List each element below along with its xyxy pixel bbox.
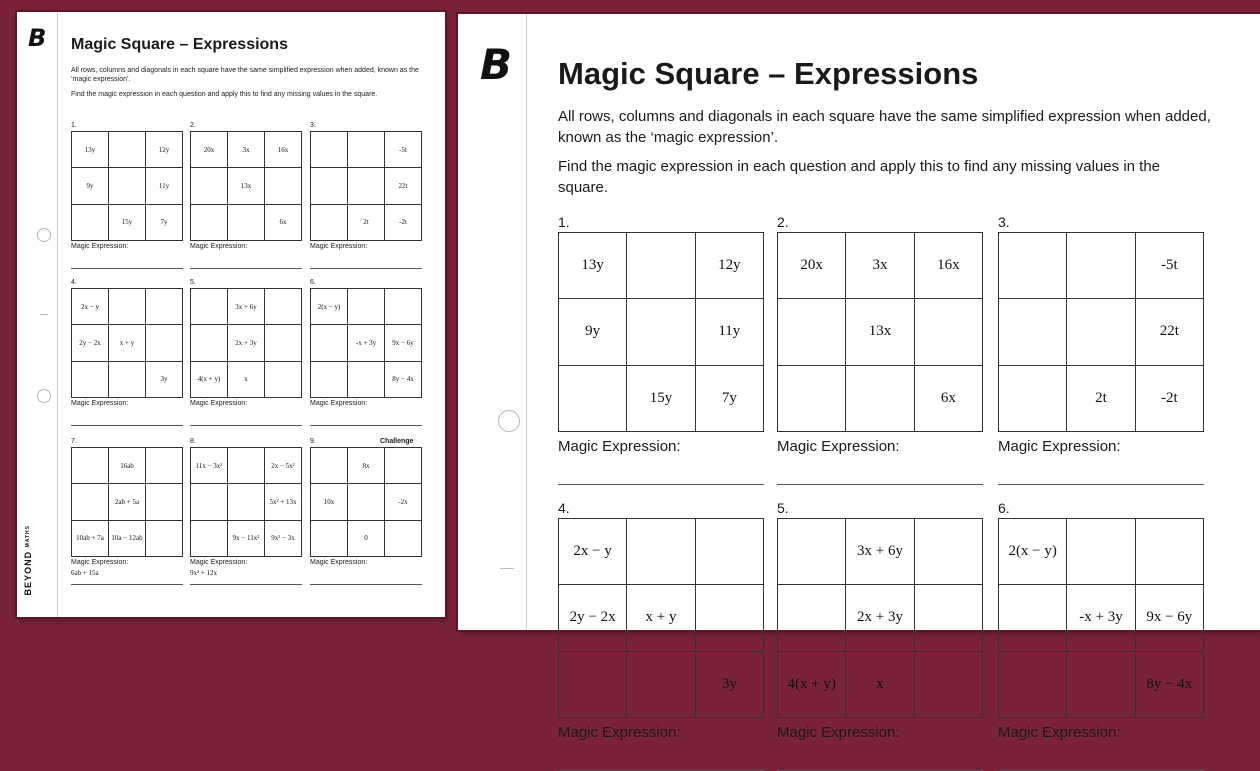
square-cell-empty[interactable] bbox=[265, 289, 302, 325]
binder-margin-line bbox=[526, 14, 527, 630]
magic-expression-label: Magic Expression: bbox=[190, 400, 248, 407]
magic-expression-label: Magic Expression: bbox=[558, 438, 681, 455]
square-cell: 3x + 6y bbox=[846, 519, 914, 585]
square-cell-empty[interactable] bbox=[191, 521, 228, 557]
answer-line[interactable] bbox=[310, 425, 422, 426]
magic-expression-label: Magic Expression: bbox=[777, 724, 900, 741]
punch-hole bbox=[498, 410, 520, 432]
instruction-text: Find the magic expression in each question and apply this to find any missing values in the square. bbox=[71, 91, 378, 98]
square-cell-empty[interactable] bbox=[385, 448, 422, 484]
square-cell: 2x + 3y bbox=[228, 325, 265, 361]
question-number: 4. bbox=[558, 500, 570, 516]
square-cell-empty[interactable] bbox=[778, 299, 846, 365]
square-cell-empty[interactable] bbox=[348, 484, 385, 520]
square-cell-empty[interactable] bbox=[627, 299, 695, 365]
magic-square-grid bbox=[71, 131, 183, 241]
square-cell-empty[interactable] bbox=[696, 585, 764, 651]
square-cell: 12y bbox=[146, 132, 183, 168]
answer-line[interactable] bbox=[190, 268, 302, 269]
question-number: 9. bbox=[310, 438, 316, 445]
square-cell: 6x bbox=[915, 366, 983, 432]
magic-square-grid bbox=[190, 288, 302, 398]
square-cell: 3x + 6y bbox=[228, 289, 265, 325]
square-cell-empty[interactable] bbox=[228, 448, 265, 484]
square-cell-empty[interactable] bbox=[1067, 652, 1135, 718]
square-cell-empty[interactable] bbox=[311, 205, 348, 241]
square-cell: 8x bbox=[348, 448, 385, 484]
square-cell-empty[interactable] bbox=[191, 289, 228, 325]
square-cell-empty[interactable] bbox=[72, 484, 109, 520]
square-cell: 16x bbox=[265, 132, 302, 168]
square-cell-empty[interactable] bbox=[348, 362, 385, 398]
magic-square-grid bbox=[310, 288, 422, 398]
square-cell: x + y bbox=[109, 325, 146, 361]
square-cell-empty[interactable] bbox=[999, 233, 1067, 299]
square-cell: 22t bbox=[1136, 299, 1204, 365]
square-cell-empty[interactable] bbox=[146, 325, 183, 361]
square-cell: 8y − 4x bbox=[1136, 652, 1204, 718]
answer-line[interactable] bbox=[71, 584, 183, 585]
square-cell-empty[interactable] bbox=[627, 652, 695, 718]
square-cell: -5t bbox=[1136, 233, 1204, 299]
square-cell-empty[interactable] bbox=[191, 484, 228, 520]
magic-expression-answer: 9x² + 12x bbox=[190, 569, 218, 577]
square-cell: 10a − 12ab bbox=[109, 521, 146, 557]
magic-square-grid bbox=[310, 447, 422, 557]
square-cell: 3y bbox=[696, 652, 764, 718]
magic-expression-label: Magic Expression: bbox=[558, 724, 681, 741]
question-number: 2. bbox=[190, 122, 196, 129]
square-cell-empty[interactable] bbox=[311, 362, 348, 398]
answer-line[interactable] bbox=[777, 484, 983, 485]
square-cell-empty[interactable] bbox=[311, 325, 348, 361]
magic-expression-label: Magic Expression: bbox=[310, 243, 368, 250]
square-cell: x + y bbox=[627, 585, 695, 651]
square-cell-empty[interactable] bbox=[265, 325, 302, 361]
answer-line[interactable] bbox=[558, 484, 764, 485]
square-cell: -x + 3y bbox=[348, 325, 385, 361]
square-cell: 15y bbox=[109, 205, 146, 241]
brand-logo: B bbox=[28, 24, 47, 52]
worksheet-zoomed bbox=[458, 14, 1260, 741]
square-cell: 9y bbox=[559, 299, 627, 365]
square-cell-empty[interactable] bbox=[191, 205, 228, 241]
square-cell-empty[interactable] bbox=[146, 484, 183, 520]
question-number: 1. bbox=[71, 122, 77, 129]
square-cell: -2t bbox=[385, 205, 422, 241]
fold-mark bbox=[40, 314, 48, 315]
question-number: 3. bbox=[310, 122, 316, 129]
square-cell-empty[interactable] bbox=[1067, 519, 1135, 585]
question-number: 5. bbox=[190, 279, 196, 286]
square-cell: 12y bbox=[696, 233, 764, 299]
magic-expression-label: Magic Expression: bbox=[190, 243, 248, 250]
square-cell: x bbox=[846, 652, 914, 718]
square-cell: 2x − y bbox=[559, 519, 627, 585]
punch-hole bbox=[37, 228, 51, 242]
challenge-label: Challenge bbox=[380, 438, 414, 445]
square-cell: 22t bbox=[385, 168, 422, 204]
square-cell-empty[interactable] bbox=[1067, 299, 1135, 365]
square-cell: 11y bbox=[146, 168, 183, 204]
square-cell: 2y − 2x bbox=[72, 325, 109, 361]
question-number: 5. bbox=[777, 500, 789, 516]
binder-margin-line bbox=[57, 12, 58, 617]
magic-square-grid bbox=[71, 447, 183, 557]
square-cell-empty[interactable] bbox=[915, 519, 983, 585]
square-cell: 2t bbox=[348, 205, 385, 241]
magic-square-grid bbox=[558, 518, 764, 718]
square-cell: 13x bbox=[846, 299, 914, 365]
square-cell: 4(x + y) bbox=[191, 362, 228, 398]
square-cell-empty[interactable] bbox=[109, 362, 146, 398]
square-cell: -5t bbox=[385, 132, 422, 168]
punch-hole bbox=[37, 389, 51, 403]
square-cell: 3x bbox=[846, 233, 914, 299]
answer-line[interactable] bbox=[310, 268, 422, 269]
square-cell-empty[interactable] bbox=[228, 205, 265, 241]
square-cell-empty[interactable] bbox=[311, 132, 348, 168]
question-number: 1. bbox=[558, 214, 570, 230]
square-cell: 11y bbox=[696, 299, 764, 365]
square-cell-empty[interactable] bbox=[999, 366, 1067, 432]
square-cell: 9x² − 3x bbox=[265, 521, 302, 557]
square-cell: 13x bbox=[228, 168, 265, 204]
square-cell: 3y bbox=[146, 362, 183, 398]
square-cell-empty[interactable] bbox=[1136, 519, 1204, 585]
square-cell: 3x bbox=[228, 132, 265, 168]
magic-expression-label: Magic Expression: bbox=[777, 438, 900, 455]
square-cell-empty[interactable] bbox=[109, 132, 146, 168]
square-cell-empty[interactable] bbox=[109, 168, 146, 204]
fold-mark bbox=[500, 568, 514, 569]
square-cell: 0 bbox=[348, 521, 385, 557]
magic-square-grid bbox=[190, 131, 302, 241]
square-cell-empty[interactable] bbox=[696, 519, 764, 585]
square-cell-empty[interactable] bbox=[915, 652, 983, 718]
square-cell: 20x bbox=[778, 233, 846, 299]
square-cell-empty[interactable] bbox=[72, 448, 109, 484]
answer-line[interactable] bbox=[190, 584, 302, 585]
square-cell-empty[interactable] bbox=[778, 585, 846, 651]
page-title: Magic Square – Expressions bbox=[558, 56, 979, 91]
square-cell: 5x² + 13x bbox=[265, 484, 302, 520]
square-cell: -2x bbox=[385, 484, 422, 520]
square-cell: 16x bbox=[915, 233, 983, 299]
magic-square-grid bbox=[71, 288, 183, 398]
square-cell: x bbox=[228, 362, 265, 398]
square-cell-empty[interactable] bbox=[559, 652, 627, 718]
square-cell-empty[interactable] bbox=[72, 362, 109, 398]
intro-text: All rows, columns and diagonals in each square have the same simplified expression when added, known as the ‘magic expression’. bbox=[71, 67, 419, 83]
square-cell-empty[interactable] bbox=[348, 132, 385, 168]
square-cell-empty[interactable] bbox=[915, 585, 983, 651]
magic-expression-label: Magic Expression: bbox=[998, 724, 1121, 741]
magic-expression-label: Magic Expression: bbox=[310, 400, 368, 407]
question-number: 4. bbox=[71, 279, 77, 286]
square-cell-empty[interactable] bbox=[385, 521, 422, 557]
square-cell-empty[interactable] bbox=[559, 366, 627, 432]
question-number: 7. bbox=[71, 438, 77, 445]
square-cell: -2t bbox=[1136, 366, 1204, 432]
square-cell-empty[interactable] bbox=[999, 299, 1067, 365]
square-cell: 2t bbox=[1067, 366, 1135, 432]
magic-square-grid bbox=[310, 131, 422, 241]
square-cell-empty[interactable] bbox=[778, 366, 846, 432]
instruction-text: Find the magic expression in each question and apply this to find any missing values in the square. bbox=[558, 158, 1161, 196]
square-cell: 2ab + 5a bbox=[109, 484, 146, 520]
brand-name: BEYOND bbox=[23, 550, 33, 595]
square-cell: 6x bbox=[265, 205, 302, 241]
square-cell: 8y − 4x bbox=[385, 362, 422, 398]
magic-square-grid bbox=[998, 232, 1204, 432]
square-cell: -x + 3y bbox=[1067, 585, 1135, 651]
magic-square-grid bbox=[777, 232, 983, 432]
square-cell-empty[interactable] bbox=[915, 299, 983, 365]
magic-expression-label: Magic Expression: bbox=[71, 243, 129, 250]
square-cell-empty[interactable] bbox=[778, 519, 846, 585]
square-cell: 11x − 3x² bbox=[191, 448, 228, 484]
brand-wordmark bbox=[23, 525, 33, 595]
square-cell-empty[interactable] bbox=[627, 233, 695, 299]
square-cell: 15y bbox=[627, 366, 695, 432]
square-cell: 13y bbox=[72, 132, 109, 168]
square-cell: 13y bbox=[559, 233, 627, 299]
brand-logo: B bbox=[480, 40, 513, 89]
answer-line[interactable] bbox=[190, 425, 302, 426]
answer-line[interactable] bbox=[310, 584, 422, 585]
square-cell-empty[interactable] bbox=[999, 652, 1067, 718]
page-title: Magic Square – Expressions bbox=[71, 36, 288, 53]
square-cell-empty[interactable] bbox=[146, 289, 183, 325]
square-cell-empty[interactable] bbox=[311, 448, 348, 484]
square-cell: 9x − 6y bbox=[385, 325, 422, 361]
magic-expression-label: Magic Expression: bbox=[310, 559, 368, 566]
worksheet-thumbnail bbox=[17, 12, 445, 617]
square-cell-empty[interactable] bbox=[1067, 233, 1135, 299]
answer-line[interactable] bbox=[998, 484, 1204, 485]
square-cell-empty[interactable] bbox=[72, 205, 109, 241]
square-cell: 4(x + y) bbox=[778, 652, 846, 718]
magic-expression-label: Magic Expression: bbox=[190, 559, 248, 566]
question-number: 8. bbox=[190, 438, 196, 445]
square-cell-empty[interactable] bbox=[627, 519, 695, 585]
square-cell-empty[interactable] bbox=[265, 168, 302, 204]
square-cell: 9x − 6y bbox=[1136, 585, 1204, 651]
square-cell: 10x bbox=[311, 484, 348, 520]
square-cell: 2x − y bbox=[72, 289, 109, 325]
square-cell: 2(x − y) bbox=[999, 519, 1067, 585]
square-cell: 7y bbox=[146, 205, 183, 241]
brand-subname: MATHS bbox=[25, 524, 31, 547]
answer-line[interactable] bbox=[71, 268, 183, 269]
intro-text: All rows, columns and diagonals in each square have the same simplified expression when added, known as the ‘magic expression’. bbox=[558, 108, 1211, 146]
magic-expression-label: Magic Expression: bbox=[71, 559, 129, 566]
magic-square-grid bbox=[190, 447, 302, 557]
question-number: 6. bbox=[310, 279, 316, 286]
square-cell-empty[interactable] bbox=[311, 521, 348, 557]
square-cell-empty[interactable] bbox=[191, 168, 228, 204]
square-cell: 2(x − y) bbox=[311, 289, 348, 325]
square-cell-empty[interactable] bbox=[146, 448, 183, 484]
square-cell-empty[interactable] bbox=[191, 325, 228, 361]
square-cell-empty[interactable] bbox=[999, 585, 1067, 651]
square-cell-empty[interactable] bbox=[228, 484, 265, 520]
square-cell: 7y bbox=[696, 366, 764, 432]
square-cell: 9x − 11x² bbox=[228, 521, 265, 557]
magic-expression-label: Magic Expression: bbox=[998, 438, 1121, 455]
question-number: 2. bbox=[777, 214, 789, 230]
magic-expression-label: Magic Expression: bbox=[71, 400, 129, 407]
square-cell-empty[interactable] bbox=[265, 362, 302, 398]
square-cell-empty[interactable] bbox=[311, 168, 348, 204]
square-cell: 10ab + 7a bbox=[72, 521, 109, 557]
question-number: 6. bbox=[998, 500, 1010, 516]
magic-square-grid bbox=[777, 518, 983, 718]
question-number: 3. bbox=[998, 214, 1010, 230]
square-cell-empty[interactable] bbox=[385, 289, 422, 325]
square-cell-empty[interactable] bbox=[348, 289, 385, 325]
magic-square-grid bbox=[998, 518, 1204, 718]
square-cell: 9y bbox=[72, 168, 109, 204]
square-cell-empty[interactable] bbox=[109, 289, 146, 325]
square-cell-empty[interactable] bbox=[348, 168, 385, 204]
square-cell: 2y − 2x bbox=[559, 585, 627, 651]
square-cell: 2x + 3y bbox=[846, 585, 914, 651]
magic-expression-answer: 6ab + 15a bbox=[71, 569, 99, 577]
square-cell-empty[interactable] bbox=[846, 366, 914, 432]
answer-line[interactable] bbox=[71, 425, 183, 426]
square-cell: 20x bbox=[191, 132, 228, 168]
square-cell-empty[interactable] bbox=[146, 521, 183, 557]
square-cell: 16ab bbox=[109, 448, 146, 484]
square-cell: 2x − 5x² bbox=[265, 448, 302, 484]
magic-square-grid bbox=[558, 232, 764, 432]
